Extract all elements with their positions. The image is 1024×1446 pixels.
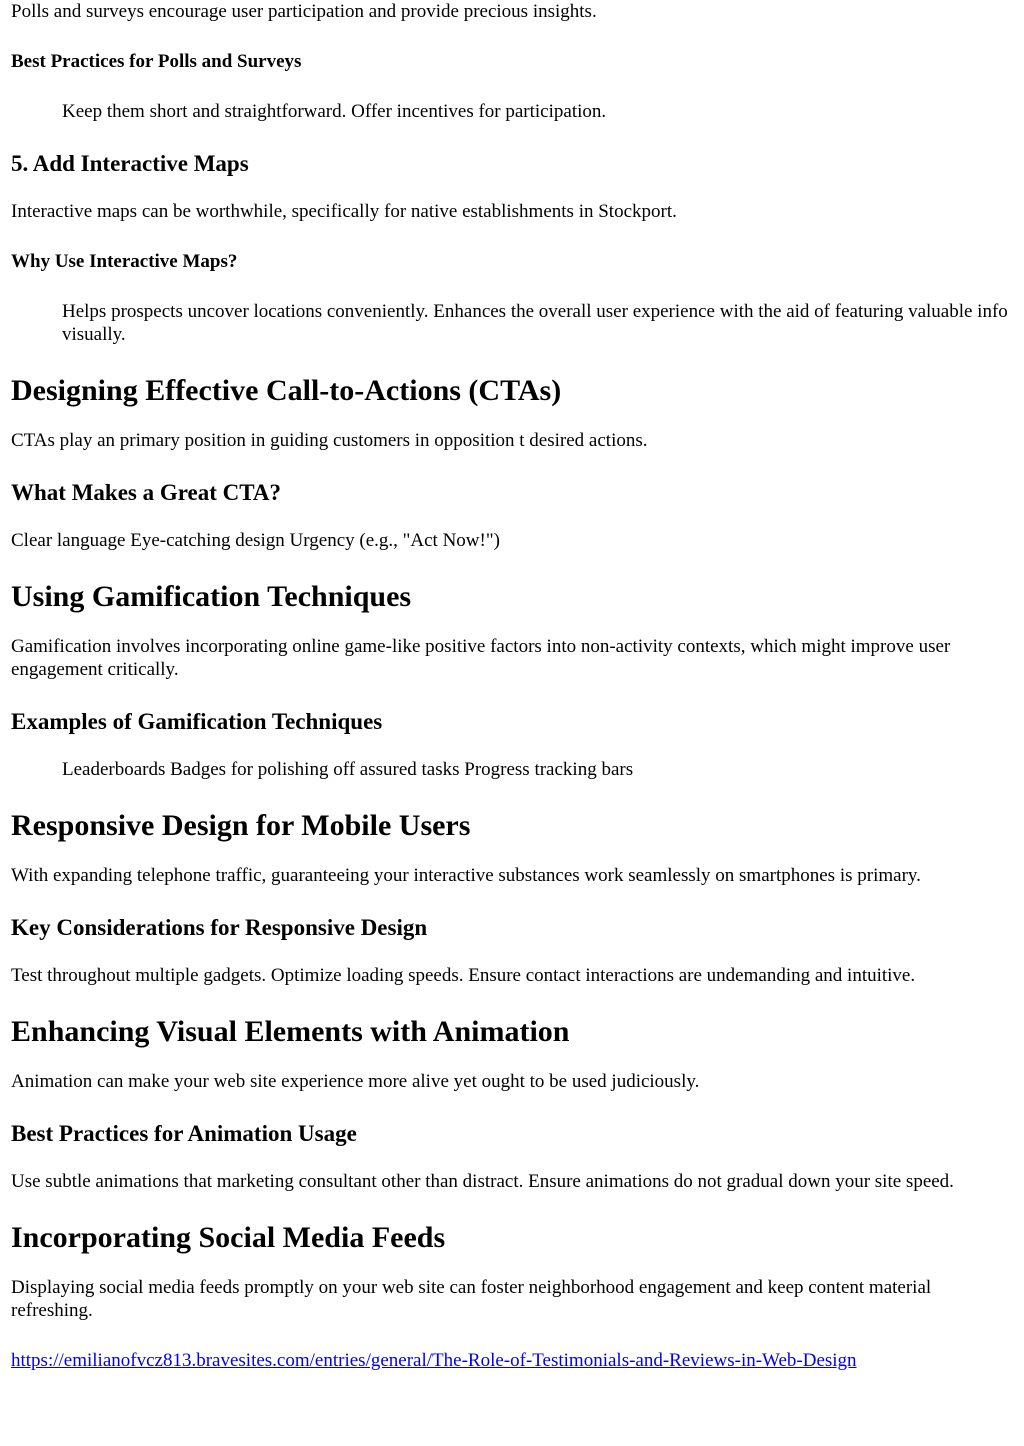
heading-why-maps: Why Use Interactive Maps? xyxy=(11,251,238,272)
paragraph-responsive-key: Test throughout multiple gadgets. Optimize loading speeds. Ensure contact interactions are undemanding and intuitive. xyxy=(11,965,916,986)
paragraph-polls: Polls and surveys encourage user participation and provide precious insights. xyxy=(11,1,597,22)
heading-great-cta: What Makes a Great CTA? xyxy=(11,480,282,505)
quote-polls: Keep them short and straightforward. Offer incentives for participation. xyxy=(62,101,607,122)
heading-animation-best: Best Practices for Animation Usage xyxy=(11,1121,357,1146)
heading-animation: Enhancing Visual Elements with Animation xyxy=(11,1015,570,1048)
link-paragraph xyxy=(11,1349,1014,1372)
heading-gamification-examples: Examples of Gamification Techniques xyxy=(11,709,383,734)
paragraph-ctas: CTAs play an primary position in guiding customers in opposition t desired actions. xyxy=(11,430,648,451)
paragraph-responsive: With expanding telephone traffic, guaranteeing your interactive substances work seamlessly on smartphones is primary. xyxy=(11,865,921,886)
paragraph-animation: Animation can make your web site experience more alive yet ought to be used judiciously. xyxy=(11,1071,700,1092)
paragraph-animation-best: Use subtle animations that marketing consultant other than distract. Ensure animations do not gradual down your site speed. xyxy=(11,1171,954,1192)
heading-social-media: Incorporating Social Media Feeds xyxy=(11,1221,446,1254)
quote-gamification: Leaderboards Badges for polishing off assured tasks Progress tracking bars xyxy=(62,759,634,780)
heading-gamification: Using Gamification Techniques xyxy=(11,580,412,613)
quote-maps: Helps prospects uncover locations conveniently. Enhances the overall user experience with the aid of featuring valuable info visually. xyxy=(62,301,1008,345)
paragraph-social-media: Displaying social media feeds promptly on your web site can foster neighborhood engagement and keep content material refreshing. xyxy=(11,1277,932,1321)
paragraph-great-cta: Clear language Eye-catching design Urgency (e.g., "Act Now!") xyxy=(11,530,500,551)
paragraph-maps: Interactive maps can be worthwhile, specifically for native establishments in Stockport. xyxy=(11,201,677,222)
heading-responsive-key: Key Considerations for Responsive Design xyxy=(11,915,428,940)
heading-ctas: Designing Effective Call-to-Actions (CTAs) xyxy=(11,374,562,407)
paragraph-gamification: Gamification involves incorporating online game-like positive factors into non-activity contexts, which might improve user engagement critically. xyxy=(11,636,951,680)
heading-responsive: Responsive Design for Mobile Users xyxy=(11,809,471,842)
source-link[interactable]: https://emilianofvcz813.bravesites.com/entries/general/The-Role-of-Testimonials-and-Reviews-in-Web-Design xyxy=(11,1350,857,1371)
heading-interactive-maps: 5. Add Interactive Maps xyxy=(11,151,249,176)
heading-polls-best-practices: Best Practices for Polls and Surveys xyxy=(11,51,302,72)
